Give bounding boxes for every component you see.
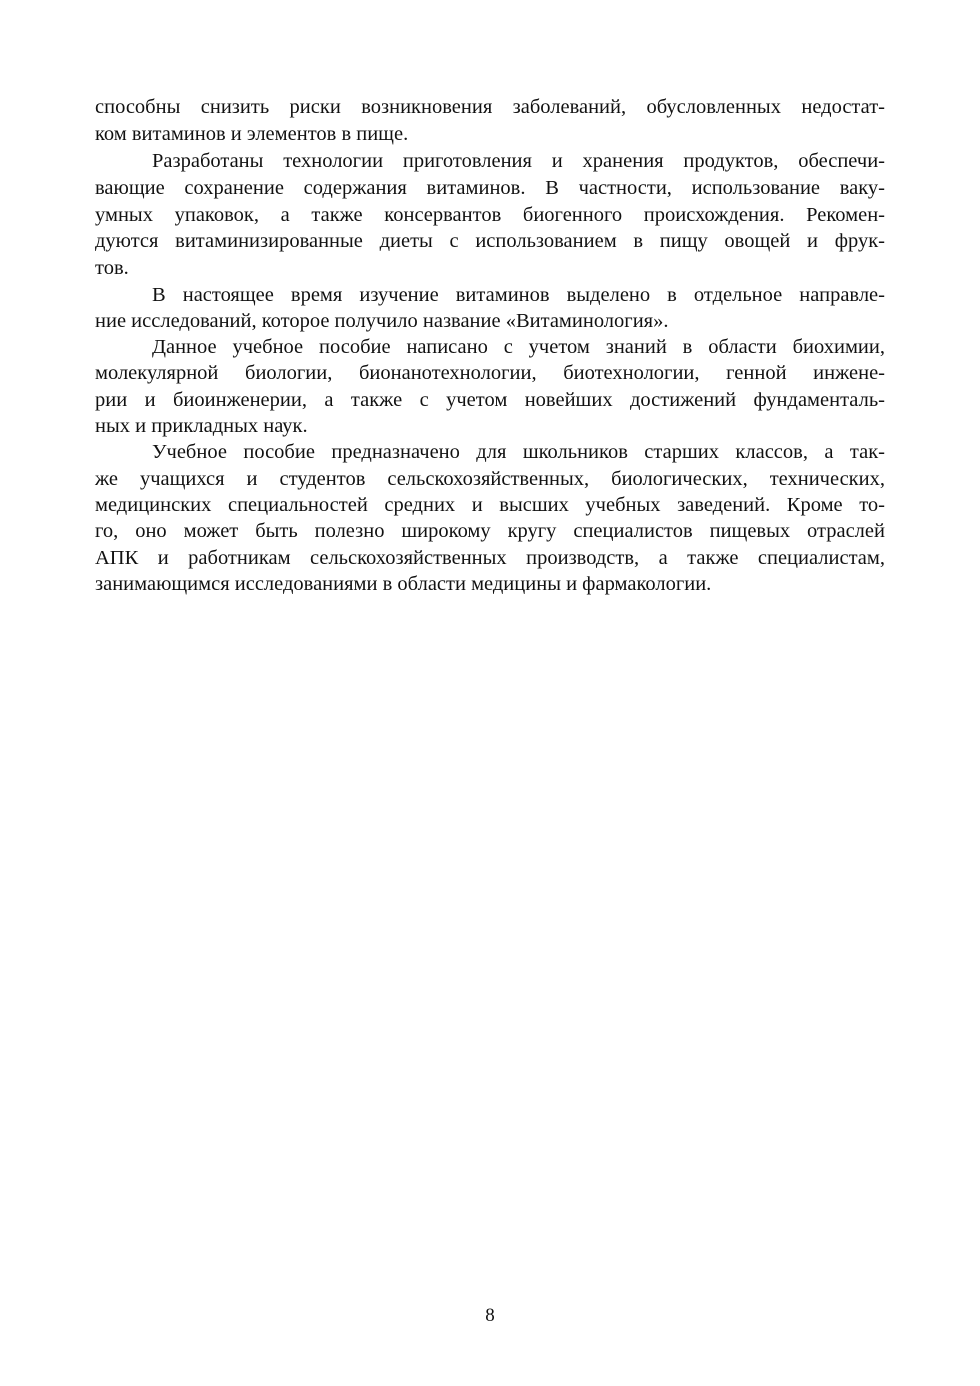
paragraph-3-line-1: В настоящее время изучение витаминов выделено в отдельное направле-	[152, 284, 885, 306]
paragraph-5-line-5: АПК и работникам сельскохозяйственных производств, а также специалистам,	[95, 547, 885, 569]
paragraph-5-line-6: занимающимся исследованиями в области медицины и фармакологии.	[95, 573, 712, 595]
paragraph-1-line-1: способны снизить риски возникновения заболеваний, обусловленных недостат-	[95, 96, 885, 118]
paragraph-4-line-1: Данное учебное пособие написано с учетом знаний в области биохимии,	[152, 336, 885, 358]
paragraph-4-line-4: ных и прикладных наук.	[95, 415, 308, 437]
paragraph-5-line-3: медицинских специальностей средних и высших учебных заведений. Кроме то-	[95, 494, 885, 516]
paragraph-2-line-1: Разработаны технологии приготовления и хранения продуктов, обеспечи-	[152, 150, 885, 172]
paragraph-4-line-3: рии и биоинженерии, а также с учетом новейших достижений фундаменталь-	[95, 389, 885, 411]
paragraph-2-line-4: дуются витаминизированные диеты с использованием в пищу овощей и фрук-	[95, 230, 885, 252]
paragraph-4-line-2: молекулярной биологии, бионанотехнологии, биотехнологии, генной инжене-	[95, 362, 885, 384]
page-number: 8	[485, 1305, 495, 1326]
paragraph-1-line-2: ком витаминов и элементов в пище.	[95, 123, 409, 145]
paragraph-2-line-3: умных упаковок, а также консервантов биогенного происхождения. Рекомен-	[95, 204, 885, 226]
paragraph-5-line-4: го, оно может быть полезно широкому кругу специалистов пищевых отраслей	[95, 520, 885, 542]
paragraph-2-line-2: вающие сохранение содержания витаминов. В частности, использование ваку-	[95, 177, 885, 199]
paragraph-5-line-2: же учащихся и студентов сельскохозяйственных, биологических, технических,	[95, 468, 885, 490]
paragraph-5-line-1: Учебное пособие предназначено для школьников старших классов, а так-	[152, 441, 885, 463]
paragraph-3-line-2: ние исследований, которое получило название «Витаминология».	[95, 310, 669, 332]
paragraph-2-line-5: тов.	[95, 257, 129, 279]
